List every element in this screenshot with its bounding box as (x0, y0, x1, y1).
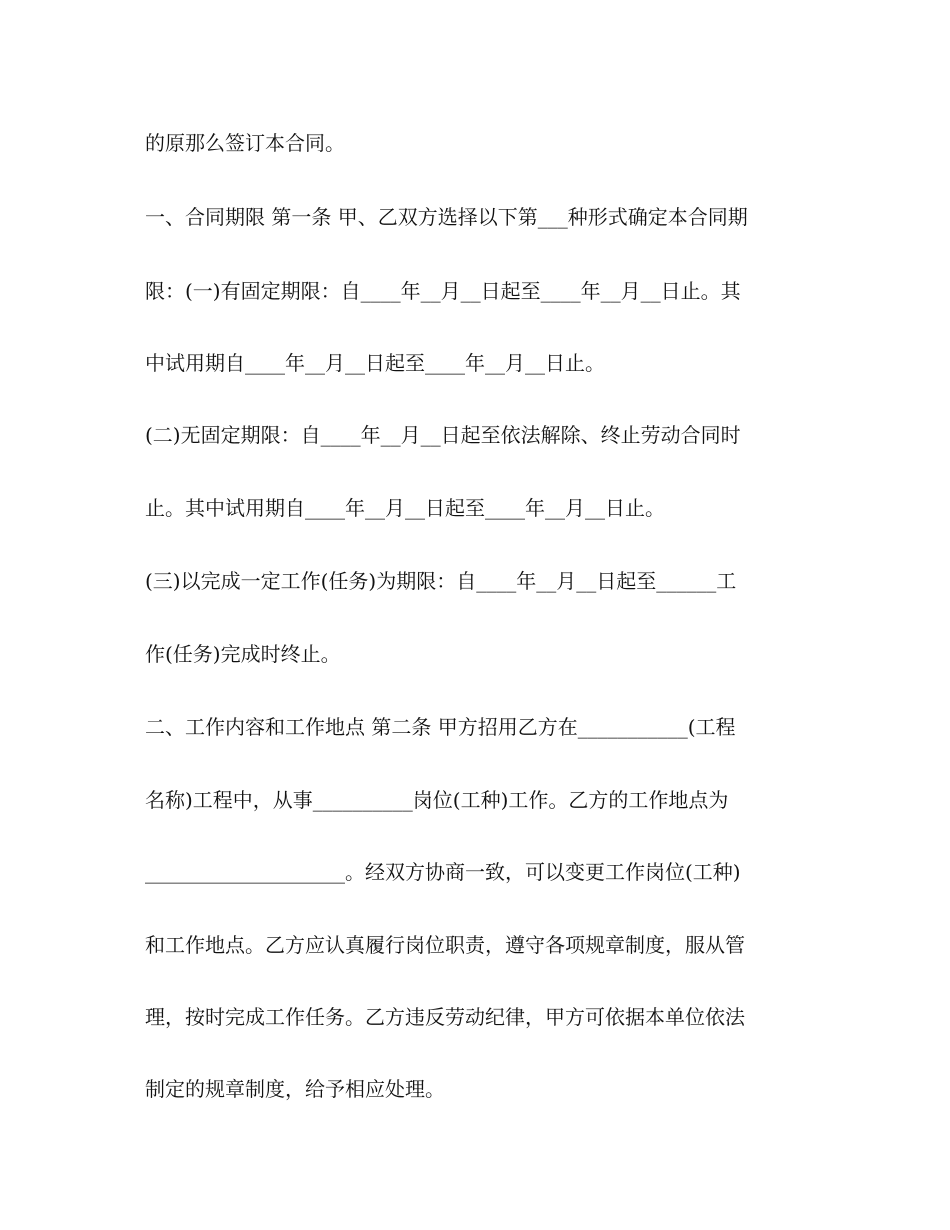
text-line: 的原那么签订本合同。 (145, 131, 345, 155)
text-line: 制定的规章制度，给予相应处理。 (145, 1077, 445, 1101)
text-line: ____________________。经双方协商一致，可以变更工作岗位(工种) (145, 860, 741, 884)
text-line: 中试用期自____年__月__日起至____年__月__日止。 (145, 351, 605, 375)
text-line: (三)以完成一定工作(任务)为期限：自____年__月__日起至______工 (145, 569, 737, 593)
text-line: (二)无固定期限：自____年__月__日起至依法解除、终止劳动合同时 (145, 423, 741, 447)
text-line: 一、合同期限 第一条 甲、乙双方选择以下第___种形式确定本合同期 (145, 205, 748, 229)
text-line: 二、工作内容和工作地点 第二条 甲方招用乙方在___________(工程 (145, 715, 736, 739)
text-line: 限：(一)有固定期限：自____年__月__日起至____年__月__日止。其 (145, 279, 741, 303)
text-line: 止。其中试用期自____年__月__日起至____年__月__日止。 (145, 496, 665, 520)
text-line: 和工作地点。乙方应认真履行岗位职责，遵守各项规章制度，服从管 (145, 933, 745, 957)
text-line: 名称)工程中，从事__________岗位(工种)工作。乙方的工作地点为 (145, 788, 729, 812)
text-line: 作(任务)完成时终止。 (145, 642, 341, 666)
text-line: 理，按时完成工作任务。乙方违反劳动纪律，甲方可依据本单位依法 (145, 1005, 745, 1029)
